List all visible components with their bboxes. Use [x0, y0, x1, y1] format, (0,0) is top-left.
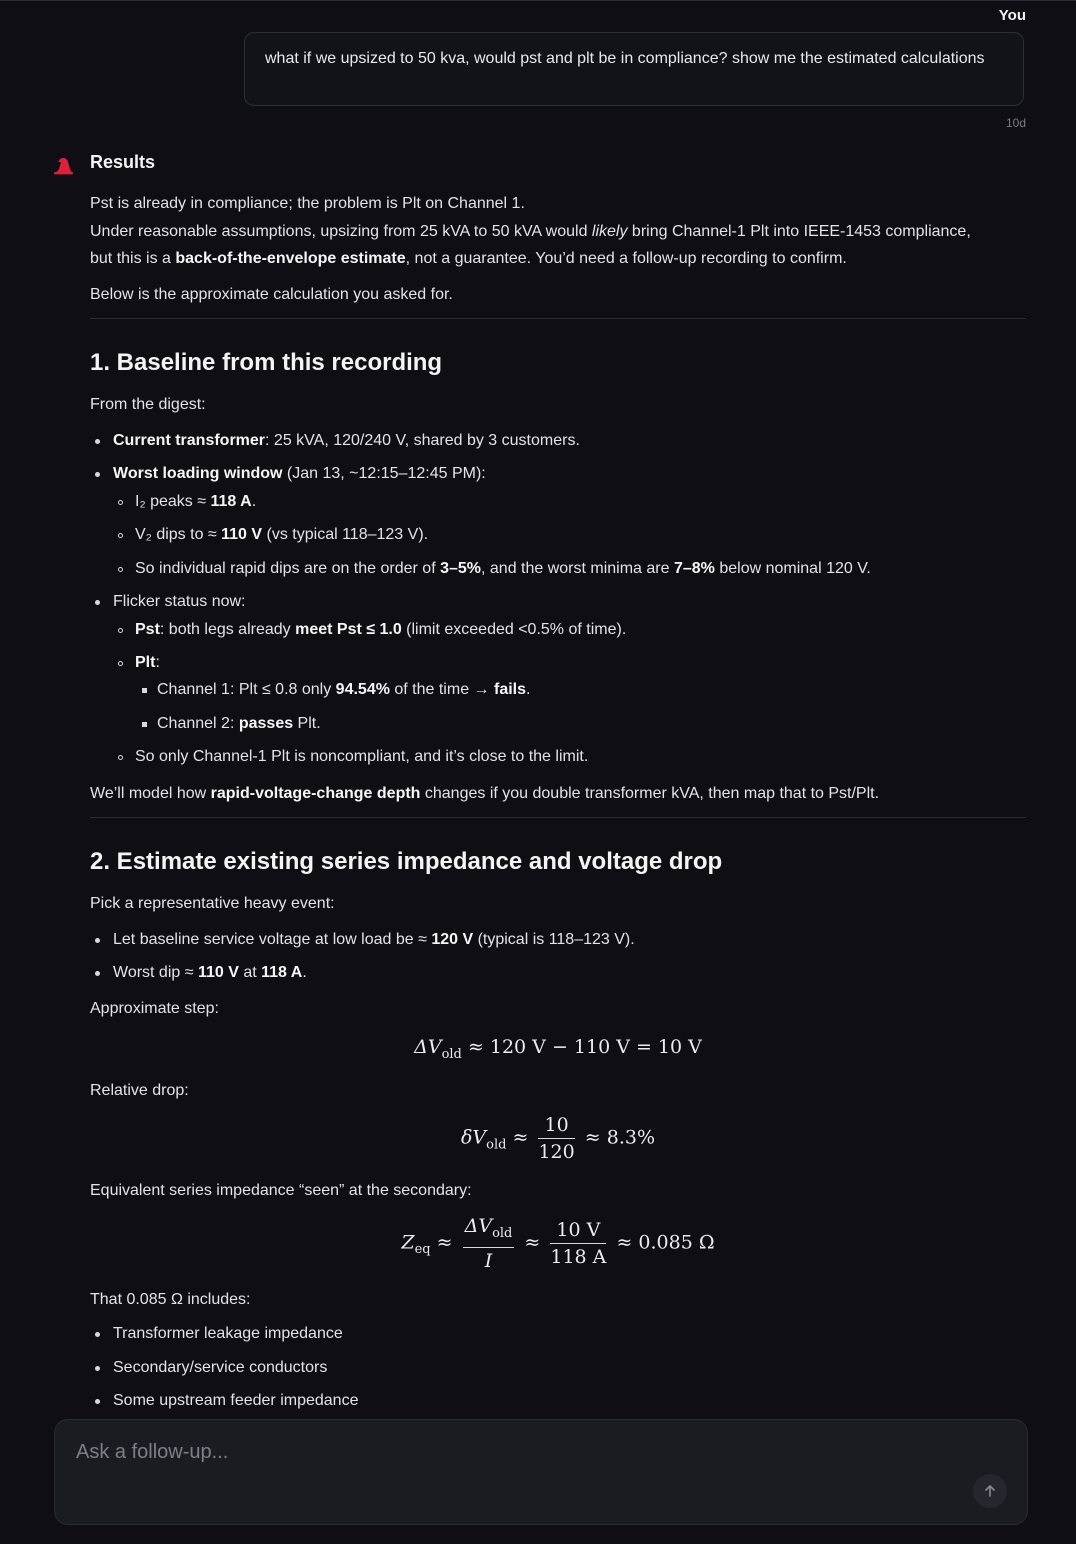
list-item: Current transformer: 25 kVA, 120/240 V, shared by 3 customers.: [90, 430, 1026, 452]
section-2-heading: 2. Estimate existing series impedance and voltage drop: [90, 848, 723, 875]
sub-list-item: So only Channel-1 Plt is noncompliant, and it’s close to the limit.: [90, 746, 1026, 768]
assistant-hat-icon: [52, 153, 76, 177]
divider: [90, 817, 1026, 818]
section-2-lead: Pick a representative heavy event:: [90, 895, 335, 912]
sub-list-item: Plt:: [90, 652, 1026, 674]
list-item: Secondary/service conductors: [90, 1357, 1026, 1379]
sub-sub-list-item: Channel 2: passes Plt.: [90, 713, 1026, 735]
intro-line-2: Under reasonable assumptions, upsizing from 25 kVA to 50 kVA would likely bring Channel-1 Plt into IEEE-1453 compliance,: [90, 222, 971, 240]
list-item: Let baseline service voltage at low load be ≈ 120 V (typical is 118–123 V).: [90, 929, 1026, 951]
user-label: You: [998, 7, 1026, 24]
includes-label: That 0.085 Ω includes:: [90, 1290, 251, 1308]
section-1-list: [90, 430, 1026, 768]
response-body: [90, 190, 1026, 1412]
message-age: 10d: [1005, 116, 1026, 130]
impedance-label: Equivalent series impedance “seen” at the secondary:: [90, 1181, 472, 1199]
sub-sub-list-item: Channel 1: Plt ≤ 0.8 only 94.54% of the time → fails.: [90, 679, 1026, 701]
intro-line-4: Below is the approximate calculation you asked for.: [90, 285, 453, 303]
list-item: Worst dip ≈ 110 V at 118 A.: [90, 962, 1026, 984]
list-item: Worst loading window (Jan 13, ~12:15–12:45 PM):: [90, 463, 1026, 485]
user-message-bubble: what if we upsized to 50 kva, would pst and plt be in compliance? show me the estimated calculations: [244, 32, 1024, 106]
top-border: [0, 0, 1076, 1]
arrow-up-icon: [982, 1483, 998, 1499]
equation-impedance: $Z_{eq}$ ≈ $\frac{\Delta V_{old}}{I}$ ≈ $\frac{10 V}{118 A}$ ≈ 0.085 Ω: [401, 1215, 715, 1272]
sub-list-item: V₂ dips to ≈ 110 V (vs typical 118–123 V).: [90, 524, 1026, 546]
list-item: Some upstream feeder impedance: [90, 1390, 1026, 1412]
follow-up-input[interactable]: [74, 1438, 958, 1466]
composer: [54, 1419, 1028, 1525]
equation-relative-drop: $\delta V_{old}$ ≈ $\frac{10}{120}$ ≈ 8.3%: [460, 1113, 656, 1163]
section-1-outro: We’ll model how rapid-voltage-change depth changes if you double transformer kVA, then map that to Pst/Plt.: [90, 784, 880, 802]
send-button[interactable]: [973, 1474, 1007, 1508]
equation-delta-v: $\Delta V_{old} \approx 120$ V − 110 V = 10 V: [414, 1036, 702, 1062]
list-item: Transformer leakage impedance: [90, 1323, 1026, 1345]
includes-list: [90, 1323, 1026, 1412]
sub-list-item: Pst: both legs already meet Pst ≤ 1.0 (limit exceeded <0.5% of time).: [90, 619, 1026, 641]
section-2-list: [90, 929, 1026, 984]
list-item: Flicker status now:: [90, 591, 1026, 613]
step-label: Approximate step:: [90, 999, 219, 1017]
intro-line-1: Pst is already in compliance; the problem is Plt on Channel 1.: [90, 195, 525, 212]
intro-line-3: but this is a back-of-the-envelope estimate, not a guarantee. You’d need a follow-up recording to confirm.: [90, 250, 847, 267]
section-1-heading: 1. Baseline from this recording: [90, 349, 443, 376]
response-title: Results: [90, 152, 156, 172]
relative-drop-label: Relative drop:: [90, 1082, 189, 1099]
sub-list-item: So individual rapid dips are on the order of 3–5%, and the worst minima are 7–8% below nominal 120 V.: [90, 558, 1026, 580]
section-1-lead: From the digest:: [90, 396, 206, 413]
divider: [90, 318, 1026, 319]
sub-list-item: I₂ peaks ≈ 118 A.: [90, 491, 1026, 513]
